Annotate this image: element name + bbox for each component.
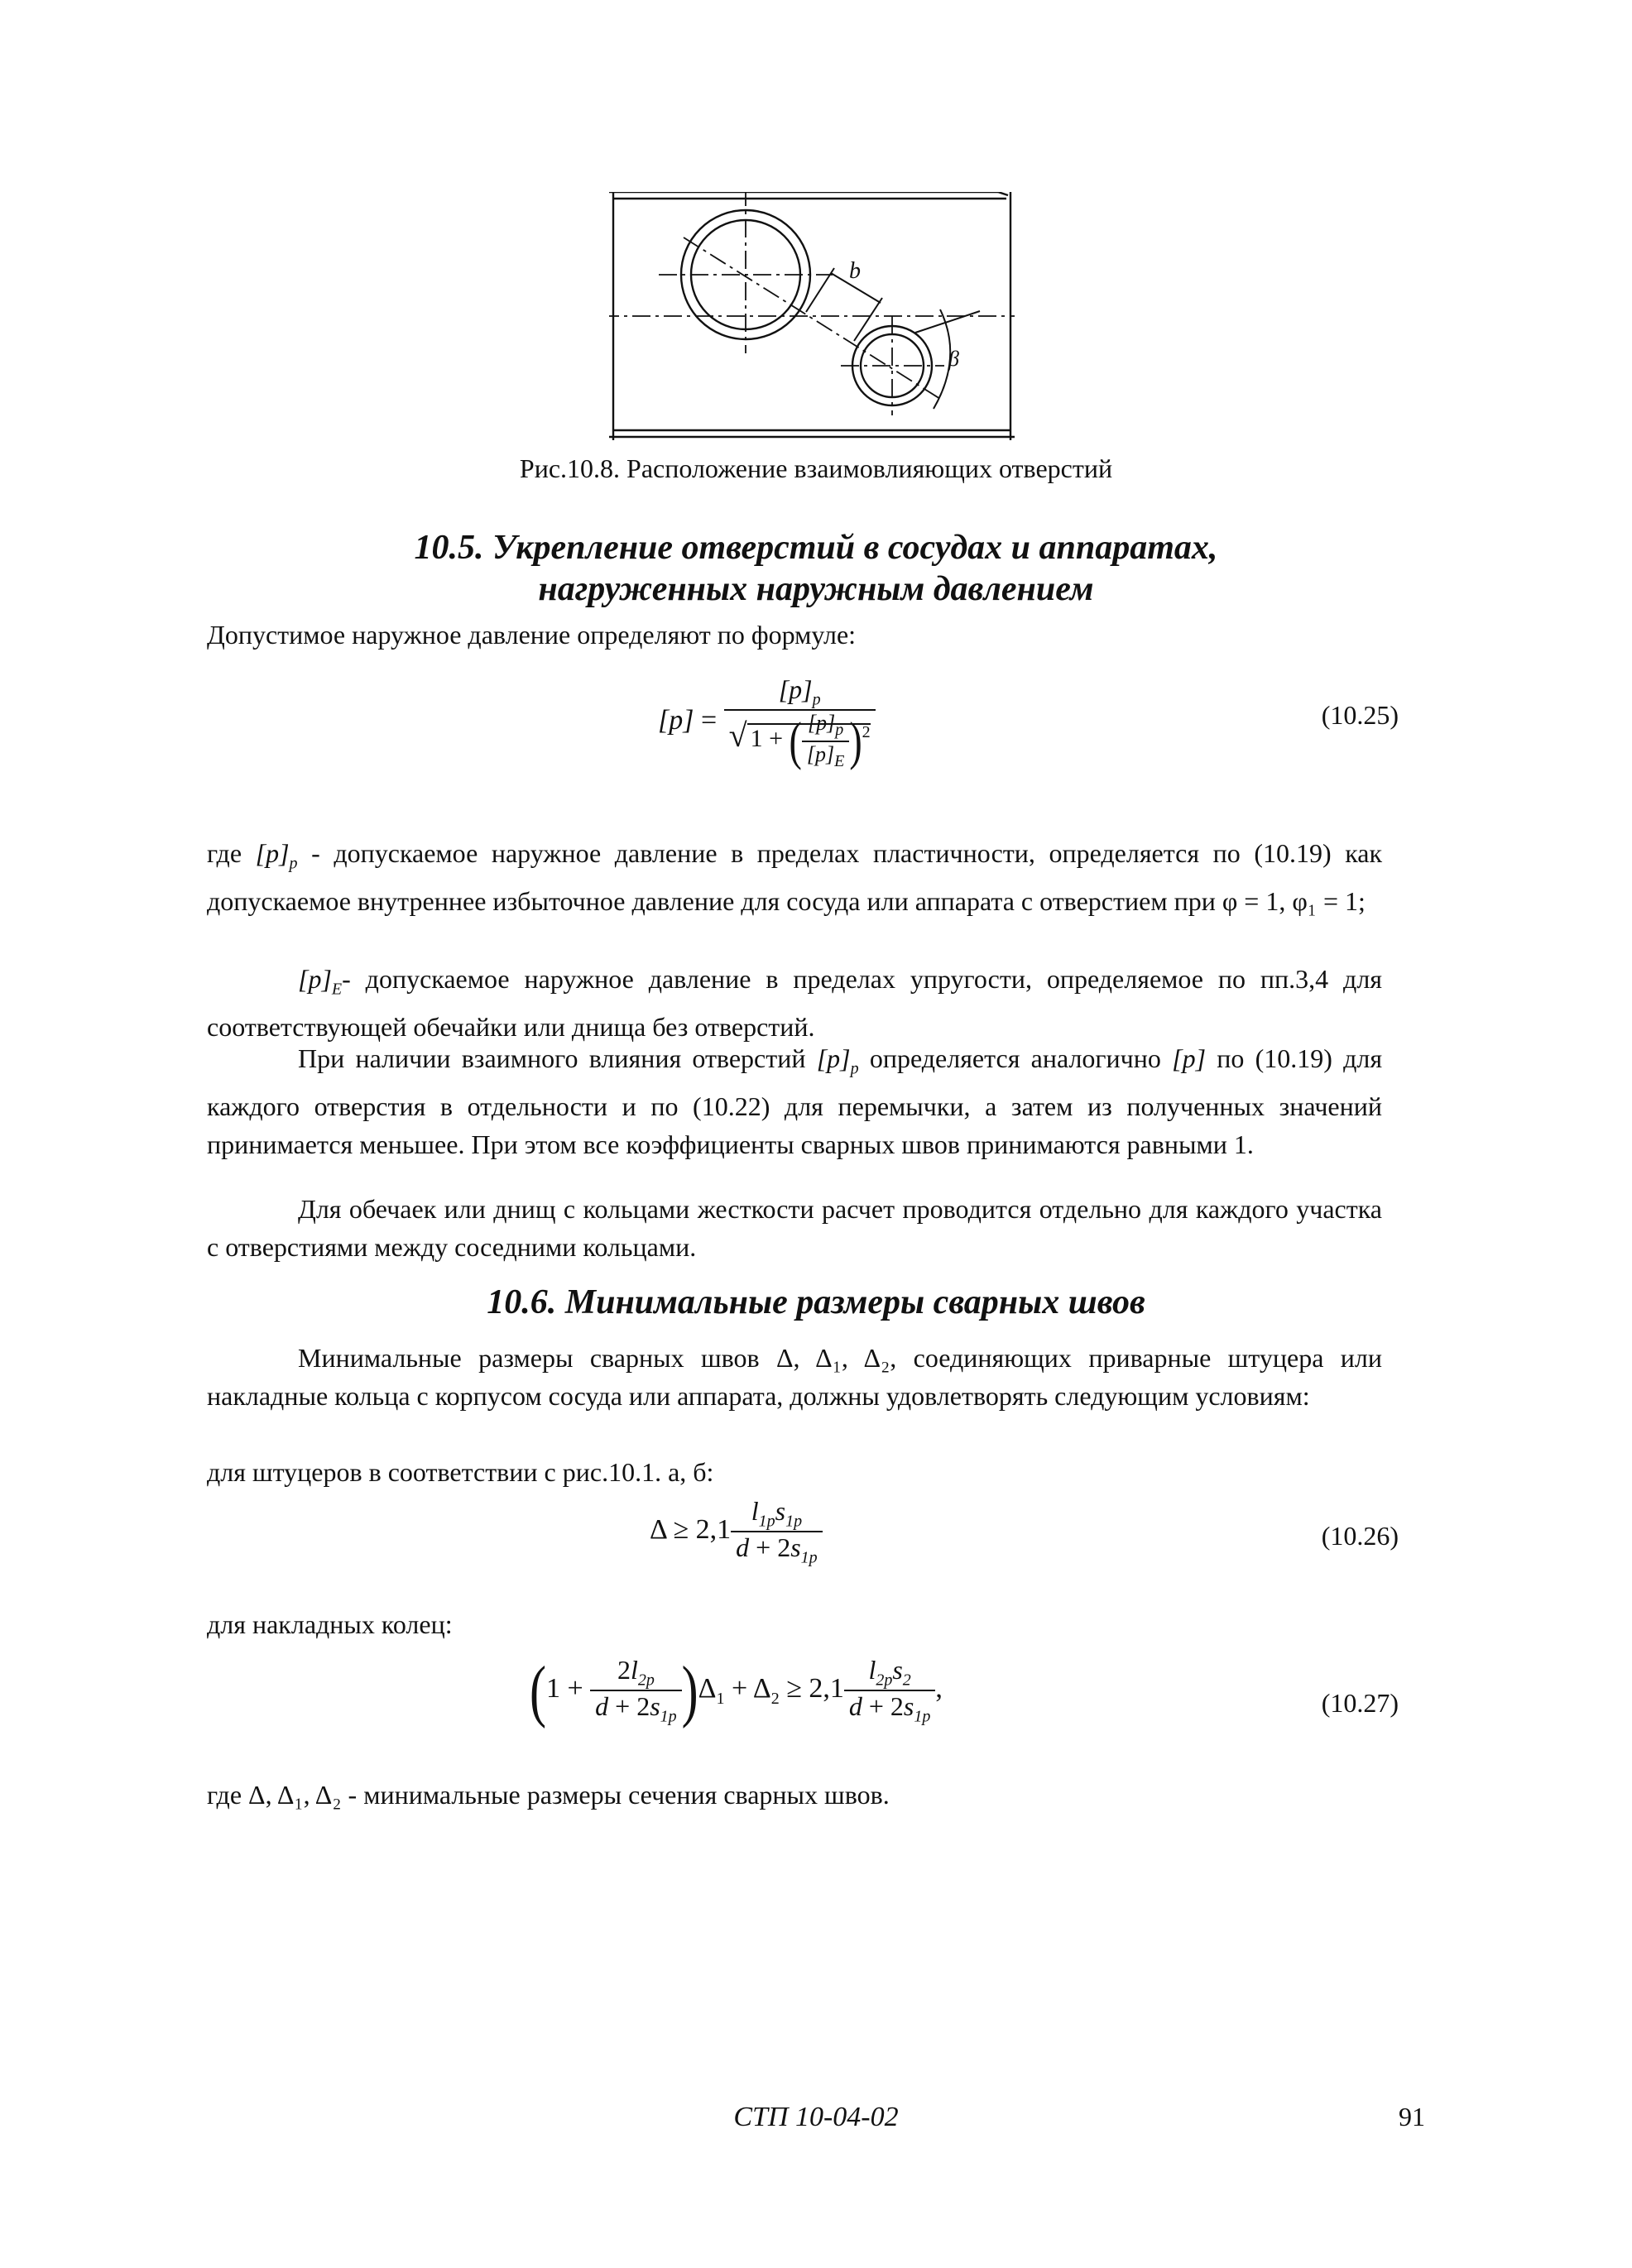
mutual-text-c: по (10.19) для каждого отверстия в отдельности и по (10.22) для перемычки, а затем из полученных значений принимается меньшее. При этом все коэффициенты сварных швов принимаются равными 1. [207, 1043, 1383, 1160]
dim-b-label: b [849, 258, 861, 284]
eq-10-26-number: (10.26) [1321, 1521, 1399, 1551]
equation-10-25: [p] = $[p]_p$ √ 1 + ( $\frac{[p]_p}{[p]_E}$ )$^2$ [658, 674, 876, 771]
mutual-text-a: При наличии взаимного влияния отверстий [298, 1043, 806, 1073]
eq-10-27-number: (10.27) [1321, 1688, 1399, 1718]
for-nozzles-text: для штуцеров в соответствии с рис.10.1. а, б: [207, 1457, 714, 1487]
section-10-5-title-line1: 10.5. Укрепление отверстий в сосудах и аппаратах, [414, 529, 1218, 567]
figure-mutual-holes [609, 192, 1015, 440]
section-10-5-title-line2: нагруженных наружным давлением [538, 570, 1094, 608]
section-10-5-intro: Допустимое наружное давление определяют по формуле: [207, 620, 857, 650]
figure-caption: Рис.10.8. Расположение взаимовлияющих отверстий [519, 453, 1113, 483]
equation-10-26: Δ ≥ 2,1 $\frac{l_{1p}s_{1p}}{d + 2s_{1p}}$ [650, 1496, 823, 1568]
mutual-influence-paragraph: При наличии взаимного влияния отверстий $[p]_p$ определяется аналогично [p] по (10.19) для каждого отверстия в отдельности и по (10.22) для перемычки, а затем из полученных значений принимается меньшее. При этом все коэффициенты сварных швов принимаются равными 1. [207, 1043, 1383, 1160]
where-word: где [207, 838, 242, 868]
section-10-6-title: 10.6. Минимальные размеры сварных швов [487, 1283, 1145, 1321]
equation-10-27: (1 + $\frac{2l_{2p}}{d + 2s_{1p}}$ )$\Delta_1 + \Delta_2 \ge 2,1$ $\frac{l_{2p}s_2}{d + 2s_{1p}}$ , [530, 1652, 943, 1729]
stiffening-rings-paragraph: Для обечаек или днищ с кольцами жесткости расчет проводится отдельно для каждого участка с отверстиями между соседними кольцами. [207, 1194, 1382, 1262]
footer-doc-code: СТП 10-04-02 [733, 2102, 899, 2132]
where-p-E-text: - допускаемое наружное давление в пределах упругости, определяемое по пп.3,4 для соответствующей обечайки или днища без отверстий. [207, 964, 1382, 1043]
eq-10-25-number: (10.25) [1321, 700, 1399, 730]
where-p-p-paragraph: где $[p]_p$ - допускаемое наружное давление в пределах пластичности, определяется по (10.19) как допускаемое внутреннее избыточное давление для сосуда или аппарата с отверстием при φ = 1, φ₁ = 1; [207, 838, 1383, 917]
where-p-E-paragraph: $[p]_E-$ допускаемое наружное давление в пределах упругости, определяемое по пп.3,4 для соответствующей обечайки или днища без отверстий. [207, 964, 1382, 1043]
mutual-text-b: определяется аналогично [869, 1043, 1161, 1073]
angle-beta-label: β [948, 347, 959, 371]
page-number: 91 [1399, 2102, 1425, 2131]
section-10-6-intro: Минимальные размеры сварных швов Δ, Δ₁, Δ₂, соединяющих приварные штуцера или накладные кольца с корпусом сосуда или аппарата, должны удовлетворять следующим условиям: [207, 1343, 1382, 1411]
where-delta-text: где Δ, Δ₁, Δ₂ - минимальные размеры сечения сварных швов. [207, 1780, 890, 1810]
for-rings-text: для накладных колец: [207, 1609, 453, 1639]
where-p-p-text: - допускаемое наружное давление в пределах пластичности, определяется по (10.19) как допускаемое внутреннее избыточное давление для сосуда или аппарата с отверстием при φ = 1, φ₁ = 1; [207, 838, 1383, 917]
